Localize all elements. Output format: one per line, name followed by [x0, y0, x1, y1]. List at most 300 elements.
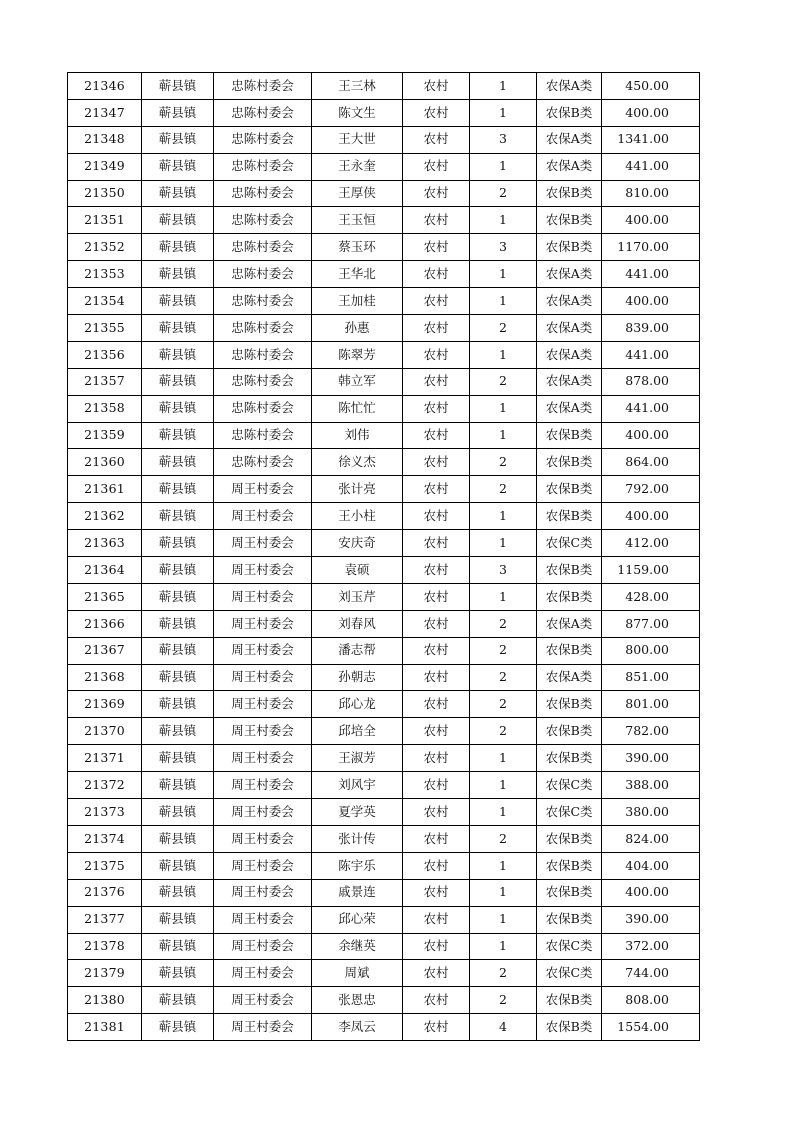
amount-cell: 1554.00 — [602, 1014, 700, 1041]
count-cell: 1 — [470, 772, 537, 799]
village-cell: 忠陈村委会 — [214, 422, 312, 449]
town-cell: 蕲县镇 — [142, 799, 214, 826]
village-cell: 周王村委会 — [214, 879, 312, 906]
town-cell: 蕲县镇 — [142, 126, 214, 153]
count-cell: 2 — [470, 960, 537, 987]
category-cell: 农保B类 — [537, 987, 602, 1014]
amount-cell: 428.00 — [602, 583, 700, 610]
category-cell: 农保A类 — [537, 395, 602, 422]
count-cell: 2 — [470, 449, 537, 476]
seq-cell: 21374 — [68, 825, 142, 852]
amount-cell: 441.00 — [602, 261, 700, 288]
seq-cell: 21355 — [68, 315, 142, 342]
town-cell: 蕲县镇 — [142, 1014, 214, 1041]
name-cell: 张计亮 — [312, 476, 403, 503]
name-cell: 陈忙忙 — [312, 395, 403, 422]
town-cell: 蕲县镇 — [142, 718, 214, 745]
category-cell: 农保A类 — [537, 341, 602, 368]
amount-cell: 388.00 — [602, 772, 700, 799]
amount-cell: 441.00 — [602, 341, 700, 368]
type-cell: 农村 — [403, 126, 470, 153]
type-cell: 农村 — [403, 933, 470, 960]
village-cell: 周王村委会 — [214, 960, 312, 987]
type-cell: 农村 — [403, 583, 470, 610]
count-cell: 2 — [470, 368, 537, 395]
category-cell: 农保B类 — [537, 503, 602, 530]
name-cell: 夏学英 — [312, 799, 403, 826]
count-cell: 1 — [470, 422, 537, 449]
name-cell: 孙惠 — [312, 315, 403, 342]
town-cell: 蕲县镇 — [142, 180, 214, 207]
town-cell: 蕲县镇 — [142, 610, 214, 637]
village-cell: 忠陈村委会 — [214, 341, 312, 368]
count-cell: 1 — [470, 395, 537, 422]
table-row — [68, 772, 700, 799]
village-cell: 周王村委会 — [214, 557, 312, 584]
name-cell: 安庆奇 — [312, 530, 403, 557]
seq-cell: 21350 — [68, 180, 142, 207]
village-cell: 周王村委会 — [214, 476, 312, 503]
town-cell: 蕲县镇 — [142, 341, 214, 368]
table-row — [68, 960, 700, 987]
seq-cell: 21347 — [68, 99, 142, 126]
count-cell: 2 — [470, 637, 537, 664]
amount-cell: 851.00 — [602, 664, 700, 691]
village-cell: 周王村委会 — [214, 852, 312, 879]
seq-cell: 21369 — [68, 691, 142, 718]
category-cell: 农保B类 — [537, 449, 602, 476]
table-row — [68, 987, 700, 1014]
town-cell: 蕲县镇 — [142, 637, 214, 664]
amount-cell: 441.00 — [602, 395, 700, 422]
name-cell: 孙朝志 — [312, 664, 403, 691]
category-cell: 农保A类 — [537, 153, 602, 180]
category-cell: 农保B类 — [537, 180, 602, 207]
village-cell: 周王村委会 — [214, 691, 312, 718]
table-row — [68, 261, 700, 288]
seq-cell: 21373 — [68, 799, 142, 826]
table-row — [68, 422, 700, 449]
amount-cell: 400.00 — [602, 207, 700, 234]
type-cell: 农村 — [403, 906, 470, 933]
count-cell: 1 — [470, 583, 537, 610]
seq-cell: 21348 — [68, 126, 142, 153]
category-cell: 农保A类 — [537, 288, 602, 315]
town-cell: 蕲县镇 — [142, 368, 214, 395]
name-cell: 刘春风 — [312, 610, 403, 637]
name-cell: 蔡玉环 — [312, 234, 403, 261]
category-cell: 农保A类 — [537, 73, 602, 100]
seq-cell: 21370 — [68, 718, 142, 745]
category-cell: 农保B类 — [537, 852, 602, 879]
category-cell: 农保C类 — [537, 530, 602, 557]
table-row — [68, 476, 700, 503]
town-cell: 蕲县镇 — [142, 234, 214, 261]
type-cell: 农村 — [403, 395, 470, 422]
seq-cell: 21368 — [68, 664, 142, 691]
amount-cell: 400.00 — [602, 99, 700, 126]
amount-cell: 878.00 — [602, 368, 700, 395]
category-cell: 农保B类 — [537, 422, 602, 449]
count-cell: 1 — [470, 341, 537, 368]
seq-cell: 21358 — [68, 395, 142, 422]
seq-cell: 21364 — [68, 557, 142, 584]
town-cell: 蕲县镇 — [142, 852, 214, 879]
town-cell: 蕲县镇 — [142, 288, 214, 315]
amount-cell: 380.00 — [602, 799, 700, 826]
table-row — [68, 234, 700, 261]
amount-cell: 800.00 — [602, 637, 700, 664]
table-row — [68, 315, 700, 342]
seq-cell: 21351 — [68, 207, 142, 234]
category-cell: 农保C类 — [537, 772, 602, 799]
category-cell: 农保B类 — [537, 718, 602, 745]
town-cell: 蕲县镇 — [142, 503, 214, 530]
table-row — [68, 341, 700, 368]
table-row — [68, 1014, 700, 1041]
town-cell: 蕲县镇 — [142, 207, 214, 234]
amount-cell: 810.00 — [602, 180, 700, 207]
seq-cell: 21357 — [68, 368, 142, 395]
name-cell: 刘伟 — [312, 422, 403, 449]
town-cell: 蕲县镇 — [142, 557, 214, 584]
count-cell: 2 — [470, 718, 537, 745]
type-cell: 农村 — [403, 368, 470, 395]
amount-cell: 400.00 — [602, 422, 700, 449]
table-row — [68, 610, 700, 637]
village-cell: 周王村委会 — [214, 772, 312, 799]
village-cell: 忠陈村委会 — [214, 234, 312, 261]
type-cell: 农村 — [403, 234, 470, 261]
village-cell: 忠陈村委会 — [214, 207, 312, 234]
seq-cell: 21361 — [68, 476, 142, 503]
village-cell: 忠陈村委会 — [214, 261, 312, 288]
table-row — [68, 503, 700, 530]
count-cell: 1 — [470, 906, 537, 933]
village-cell: 周王村委会 — [214, 530, 312, 557]
category-cell: 农保C类 — [537, 933, 602, 960]
category-cell: 农保B类 — [537, 745, 602, 772]
seq-cell: 21354 — [68, 288, 142, 315]
name-cell: 王小柱 — [312, 503, 403, 530]
category-cell: 农保B类 — [537, 1014, 602, 1041]
amount-cell: 412.00 — [602, 530, 700, 557]
amount-cell: 864.00 — [602, 449, 700, 476]
category-cell: 农保B类 — [537, 234, 602, 261]
category-cell: 农保A类 — [537, 664, 602, 691]
table-row — [68, 368, 700, 395]
seq-cell: 21346 — [68, 73, 142, 100]
count-cell: 4 — [470, 1014, 537, 1041]
name-cell: 潘志帮 — [312, 637, 403, 664]
name-cell: 王加桂 — [312, 288, 403, 315]
type-cell: 农村 — [403, 153, 470, 180]
name-cell: 王三林 — [312, 73, 403, 100]
count-cell: 2 — [470, 691, 537, 718]
amount-cell: 400.00 — [602, 879, 700, 906]
category-cell: 农保A类 — [537, 610, 602, 637]
category-cell: 农保A类 — [537, 126, 602, 153]
table-row — [68, 664, 700, 691]
village-cell: 忠陈村委会 — [214, 180, 312, 207]
village-cell: 忠陈村委会 — [214, 288, 312, 315]
type-cell: 农村 — [403, 610, 470, 637]
count-cell: 1 — [470, 933, 537, 960]
table-row — [68, 207, 700, 234]
category-cell: 农保A类 — [537, 368, 602, 395]
village-cell: 忠陈村委会 — [214, 153, 312, 180]
name-cell: 王大世 — [312, 126, 403, 153]
name-cell: 戚景连 — [312, 879, 403, 906]
name-cell: 张恩忠 — [312, 987, 403, 1014]
village-cell: 周王村委会 — [214, 610, 312, 637]
type-cell: 农村 — [403, 745, 470, 772]
roster-body — [68, 73, 700, 1041]
name-cell: 王华北 — [312, 261, 403, 288]
count-cell: 1 — [470, 288, 537, 315]
amount-cell: 808.00 — [602, 987, 700, 1014]
category-cell: 农保B类 — [537, 879, 602, 906]
type-cell: 农村 — [403, 825, 470, 852]
table-row — [68, 180, 700, 207]
seq-cell: 21359 — [68, 422, 142, 449]
seq-cell: 21366 — [68, 610, 142, 637]
seq-cell: 21380 — [68, 987, 142, 1014]
table-row — [68, 637, 700, 664]
name-cell: 徐义杰 — [312, 449, 403, 476]
town-cell: 蕲县镇 — [142, 261, 214, 288]
table-row — [68, 126, 700, 153]
type-cell: 农村 — [403, 691, 470, 718]
type-cell: 农村 — [403, 99, 470, 126]
village-cell: 忠陈村委会 — [214, 449, 312, 476]
category-cell: 农保C类 — [537, 799, 602, 826]
category-cell: 农保B类 — [537, 207, 602, 234]
village-cell: 忠陈村委会 — [214, 395, 312, 422]
town-cell: 蕲县镇 — [142, 906, 214, 933]
town-cell: 蕲县镇 — [142, 315, 214, 342]
table-row — [68, 852, 700, 879]
type-cell: 农村 — [403, 180, 470, 207]
seq-cell: 21379 — [68, 960, 142, 987]
category-cell: 农保B类 — [537, 583, 602, 610]
name-cell: 王玉恒 — [312, 207, 403, 234]
count-cell: 1 — [470, 745, 537, 772]
name-cell: 袁硕 — [312, 557, 403, 584]
town-cell: 蕲县镇 — [142, 583, 214, 610]
category-cell: 农保B类 — [537, 825, 602, 852]
count-cell: 1 — [470, 207, 537, 234]
amount-cell: 390.00 — [602, 906, 700, 933]
seq-cell: 21367 — [68, 637, 142, 664]
type-cell: 农村 — [403, 341, 470, 368]
name-cell: 邱培全 — [312, 718, 403, 745]
benefit-roster-table — [67, 72, 700, 1041]
amount-cell: 824.00 — [602, 825, 700, 852]
name-cell: 王厚侠 — [312, 180, 403, 207]
count-cell: 2 — [470, 180, 537, 207]
type-cell: 农村 — [403, 315, 470, 342]
amount-cell: 372.00 — [602, 933, 700, 960]
town-cell: 蕲县镇 — [142, 99, 214, 126]
type-cell: 农村 — [403, 879, 470, 906]
village-cell: 忠陈村委会 — [214, 368, 312, 395]
count-cell: 1 — [470, 73, 537, 100]
name-cell: 陈文生 — [312, 99, 403, 126]
name-cell: 邱心龙 — [312, 691, 403, 718]
amount-cell: 782.00 — [602, 718, 700, 745]
amount-cell: 400.00 — [602, 288, 700, 315]
type-cell: 农村 — [403, 449, 470, 476]
seq-cell: 21363 — [68, 530, 142, 557]
village-cell: 忠陈村委会 — [214, 315, 312, 342]
name-cell: 余继英 — [312, 933, 403, 960]
count-cell: 1 — [470, 799, 537, 826]
type-cell: 农村 — [403, 1014, 470, 1041]
table-row — [68, 73, 700, 100]
type-cell: 农村 — [403, 557, 470, 584]
count-cell: 2 — [470, 825, 537, 852]
amount-cell: 839.00 — [602, 315, 700, 342]
table-row — [68, 825, 700, 852]
town-cell: 蕲县镇 — [142, 449, 214, 476]
count-cell: 3 — [470, 234, 537, 261]
town-cell: 蕲县镇 — [142, 73, 214, 100]
town-cell: 蕲县镇 — [142, 879, 214, 906]
town-cell: 蕲县镇 — [142, 960, 214, 987]
village-cell: 忠陈村委会 — [214, 99, 312, 126]
type-cell: 农村 — [403, 799, 470, 826]
seq-cell: 21356 — [68, 341, 142, 368]
amount-cell: 877.00 — [602, 610, 700, 637]
seq-cell: 21365 — [68, 583, 142, 610]
town-cell: 蕲县镇 — [142, 772, 214, 799]
seq-cell: 21362 — [68, 503, 142, 530]
amount-cell: 390.00 — [602, 745, 700, 772]
village-cell: 周王村委会 — [214, 799, 312, 826]
amount-cell: 792.00 — [602, 476, 700, 503]
category-cell: 农保B类 — [537, 99, 602, 126]
count-cell: 2 — [470, 476, 537, 503]
table-row — [68, 288, 700, 315]
category-cell: 农保A类 — [537, 261, 602, 288]
town-cell: 蕲县镇 — [142, 933, 214, 960]
village-cell: 周王村委会 — [214, 987, 312, 1014]
type-cell: 农村 — [403, 261, 470, 288]
type-cell: 农村 — [403, 207, 470, 234]
table-row — [68, 691, 700, 718]
type-cell: 农村 — [403, 422, 470, 449]
count-cell: 1 — [470, 852, 537, 879]
seq-cell: 21377 — [68, 906, 142, 933]
amount-cell: 1170.00 — [602, 234, 700, 261]
village-cell: 周王村委会 — [214, 664, 312, 691]
type-cell: 农村 — [403, 852, 470, 879]
type-cell: 农村 — [403, 718, 470, 745]
type-cell: 农村 — [403, 987, 470, 1014]
table-row — [68, 530, 700, 557]
village-cell: 周王村委会 — [214, 825, 312, 852]
type-cell: 农村 — [403, 503, 470, 530]
amount-cell: 441.00 — [602, 153, 700, 180]
category-cell: 农保B类 — [537, 476, 602, 503]
name-cell: 刘玉芹 — [312, 583, 403, 610]
count-cell: 2 — [470, 664, 537, 691]
table-row — [68, 906, 700, 933]
table-row — [68, 879, 700, 906]
table-row — [68, 557, 700, 584]
count-cell: 2 — [470, 315, 537, 342]
seq-cell: 21375 — [68, 852, 142, 879]
table-row — [68, 153, 700, 180]
count-cell: 3 — [470, 126, 537, 153]
count-cell: 1 — [470, 503, 537, 530]
type-cell: 农村 — [403, 960, 470, 987]
seq-cell: 21378 — [68, 933, 142, 960]
town-cell: 蕲县镇 — [142, 422, 214, 449]
seq-cell: 21352 — [68, 234, 142, 261]
town-cell: 蕲县镇 — [142, 395, 214, 422]
name-cell: 王淑芳 — [312, 745, 403, 772]
table-row — [68, 449, 700, 476]
seq-cell: 21349 — [68, 153, 142, 180]
name-cell: 陈宇乐 — [312, 852, 403, 879]
name-cell: 韩立军 — [312, 368, 403, 395]
town-cell: 蕲县镇 — [142, 825, 214, 852]
town-cell: 蕲县镇 — [142, 691, 214, 718]
name-cell: 陈翠芳 — [312, 341, 403, 368]
name-cell: 李凤云 — [312, 1014, 403, 1041]
category-cell: 农保C类 — [537, 960, 602, 987]
count-cell: 1 — [470, 153, 537, 180]
name-cell: 周斌 — [312, 960, 403, 987]
amount-cell: 744.00 — [602, 960, 700, 987]
count-cell: 2 — [470, 987, 537, 1014]
amount-cell: 1341.00 — [602, 126, 700, 153]
type-cell: 农村 — [403, 772, 470, 799]
amount-cell: 450.00 — [602, 73, 700, 100]
town-cell: 蕲县镇 — [142, 153, 214, 180]
village-cell: 忠陈村委会 — [214, 73, 312, 100]
count-cell: 3 — [470, 557, 537, 584]
type-cell: 农村 — [403, 530, 470, 557]
village-cell: 周王村委会 — [214, 745, 312, 772]
table-row — [68, 799, 700, 826]
town-cell: 蕲县镇 — [142, 476, 214, 503]
table-row — [68, 99, 700, 126]
seq-cell: 21353 — [68, 261, 142, 288]
town-cell: 蕲县镇 — [142, 745, 214, 772]
table-row — [68, 395, 700, 422]
seq-cell: 21360 — [68, 449, 142, 476]
count-cell: 2 — [470, 610, 537, 637]
type-cell: 农村 — [403, 288, 470, 315]
type-cell: 农村 — [403, 476, 470, 503]
seq-cell: 21376 — [68, 879, 142, 906]
seq-cell: 21381 — [68, 1014, 142, 1041]
village-cell: 周王村委会 — [214, 933, 312, 960]
village-cell: 周王村委会 — [214, 637, 312, 664]
town-cell: 蕲县镇 — [142, 987, 214, 1014]
village-cell: 周王村委会 — [214, 503, 312, 530]
seq-cell: 21372 — [68, 772, 142, 799]
town-cell: 蕲县镇 — [142, 530, 214, 557]
village-cell: 周王村委会 — [214, 1014, 312, 1041]
town-cell: 蕲县镇 — [142, 664, 214, 691]
village-cell: 周王村委会 — [214, 718, 312, 745]
count-cell: 1 — [470, 261, 537, 288]
village-cell: 周王村委会 — [214, 583, 312, 610]
